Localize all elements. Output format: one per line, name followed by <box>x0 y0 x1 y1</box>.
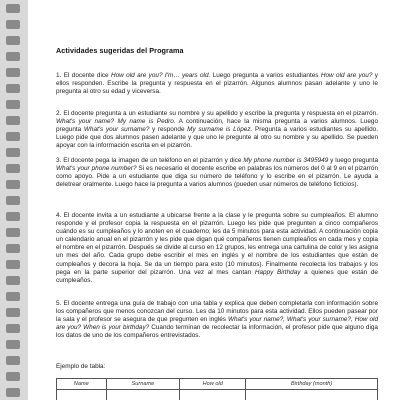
activity-paragraph-4 <box>56 212 378 285</box>
text-run: y ellos responden. Escribe la pregunta y respuesta en el pizarrón. Algunos alumnos pasan adelante y uno le pregunta al otro su edad y viceversa. <box>56 72 378 96</box>
text-run: 3. El docente pega la imagen de un teléfono en el pizarrón y dice <box>56 157 244 164</box>
binder-hole-icon <box>6 244 20 253</box>
binder-hole-icon <box>6 164 20 173</box>
text-run: 2. El docente pregunta a un estudiante su nombre y su apellido y escribe la pregunta y respuesta en el pizarrón. <box>56 110 378 117</box>
italic-phrase: What's your name? My name is Pedro. <box>56 118 176 126</box>
example-table-title: Ejemplo de tabla: <box>56 363 106 370</box>
binder-hole-icon <box>6 116 20 125</box>
text-run: Pregunta a varios estudiantes su apellido. Luego pide que dos alumnos pasen adelante y que uno le pregunte al otro su nombre y su apellido. Se pueden apoyar con la información escrita en el pizarrón. <box>56 126 378 150</box>
binder-hole-icon <box>6 4 20 13</box>
activity-paragraph-1 <box>56 72 378 96</box>
binder-hole-icon <box>6 260 20 269</box>
text-run: 4. El docente invita a un estudiante a ubicarse frente a la clase y le pregunta sobre su cumpleaños. El alumno responde y el profesor copia la respuesta en el pizarrón. Luego les pide que pregunten a cinco compañeros cuándo es su cumpleaños y lo anoten en el cuaderno; les da 5 minutos para esta actividad. A continuación copia un calendario anual en el pizarrón y les pide que digan qué compañeros tienen cumpleaños en cada mes y copia el nombre en el pizarrón. Después se divide al curso en 12 grupos, les entrega una cartulina de color y les asigna un mes del año. Cada grupo debe escribir el mes en inglés y el nombre de los estudiantes que están de cumpleaños y decora la hoja. Se da un tiempo para esto (10 minutos). Finalmente recolecta los trabajos y los pega en la parte superior del pizarrón. Una vez al mes cantan <box>56 212 378 276</box>
binder-hole-icon <box>6 84 20 93</box>
binder-hole-icon <box>6 68 20 77</box>
document-page <box>28 0 400 400</box>
binder-hole-icon <box>6 52 20 61</box>
binder-hole-icon <box>6 308 20 317</box>
italic-phrase: What's your phone number? <box>56 165 137 173</box>
italic-phrase: My phone number is 3495949 <box>243 157 329 164</box>
binder-strip <box>0 0 28 400</box>
activity-paragraph-5 <box>56 300 378 340</box>
binder-hole-icon <box>6 276 20 285</box>
binder-hole-icon <box>6 388 20 397</box>
binder-hole-icon <box>6 228 20 237</box>
table-cell <box>246 390 378 400</box>
binder-hole-icon <box>6 324 20 333</box>
italic-phrase: How old are you? I'm… years old. <box>111 72 211 79</box>
header-birthday: Birthday (month) <box>246 379 378 390</box>
table-cell <box>106 390 180 400</box>
text-run: Cuando terminan de recolectar la información, el profesor pide que alguno diga los datos de uno de los compañeros entrevistados. <box>56 324 378 340</box>
italic-phrase: Happy Birthday <box>254 268 301 276</box>
text-run: a quienes que están de cumpleaños. <box>56 268 378 284</box>
table-header-row <box>57 379 378 390</box>
table-cell <box>57 390 107 400</box>
binder-hole-icon <box>6 292 20 301</box>
activity-paragraph-3 <box>56 157 378 189</box>
activity-paragraph-2 <box>56 110 378 150</box>
text-run: y responde <box>149 126 188 134</box>
text-run: y luego pregunta <box>328 157 379 164</box>
header-surname: Surname <box>106 379 180 390</box>
binder-hole-icon <box>6 180 20 189</box>
italic-phrase: My surname is López. <box>187 126 253 134</box>
binder-hole-icon <box>6 36 20 45</box>
binder-hole-icon <box>6 132 20 141</box>
binder-hole-icon <box>6 372 20 381</box>
text-run: 1. El docente dice <box>56 72 111 79</box>
italic-phrase: What's your surname? <box>83 126 150 134</box>
binder-hole-icon <box>6 100 20 109</box>
table-cell <box>180 390 246 400</box>
binder-hole-icon <box>6 340 20 349</box>
text-run: A continuación, hace la misma pregunta a varios alumnos. Luego pregunta <box>56 118 379 134</box>
table-row <box>57 390 378 400</box>
binder-hole-icon <box>6 20 20 29</box>
text-run: Si es necesario el docente escribe en palabras los números del 0 al 9 en el pizarrón como apoyo. Pide a un estudiante que diga su número de teléfono y lo escribe en el pizarrón. Le ayuda a deletrear oralmente. Luego hace la pregunta a varios alumnos (pueden usar números de teléfono ficticios). <box>56 165 378 189</box>
binder-hole-icon <box>6 196 20 205</box>
text-run: Luego pregunta a varios estudiantes <box>210 72 321 79</box>
header-how-old: How old <box>180 379 246 390</box>
text-run: 5. El docente entrega una guía de trabajo con una tabla y explica que deben completarla con información sobre los compañeros que menos conozcan del curso. Les da 10 minutos para esta actividad. Ellos pueden pasear por la sala y el profesor se asegura de que pregunten en inglés <box>56 300 378 324</box>
binder-hole-icon <box>6 212 20 221</box>
document-title: Actividades sugeridas del Programa <box>56 46 184 55</box>
binder-hole-icon <box>6 148 20 157</box>
example-table <box>56 378 378 400</box>
italic-phrase: How old are you? <box>320 72 373 79</box>
header-name: Name <box>57 379 107 390</box>
italic-phrase: What's your name?, What's your surname?, How old are you? When is your birthday? <box>56 316 378 332</box>
binder-hole-icon <box>6 356 20 365</box>
